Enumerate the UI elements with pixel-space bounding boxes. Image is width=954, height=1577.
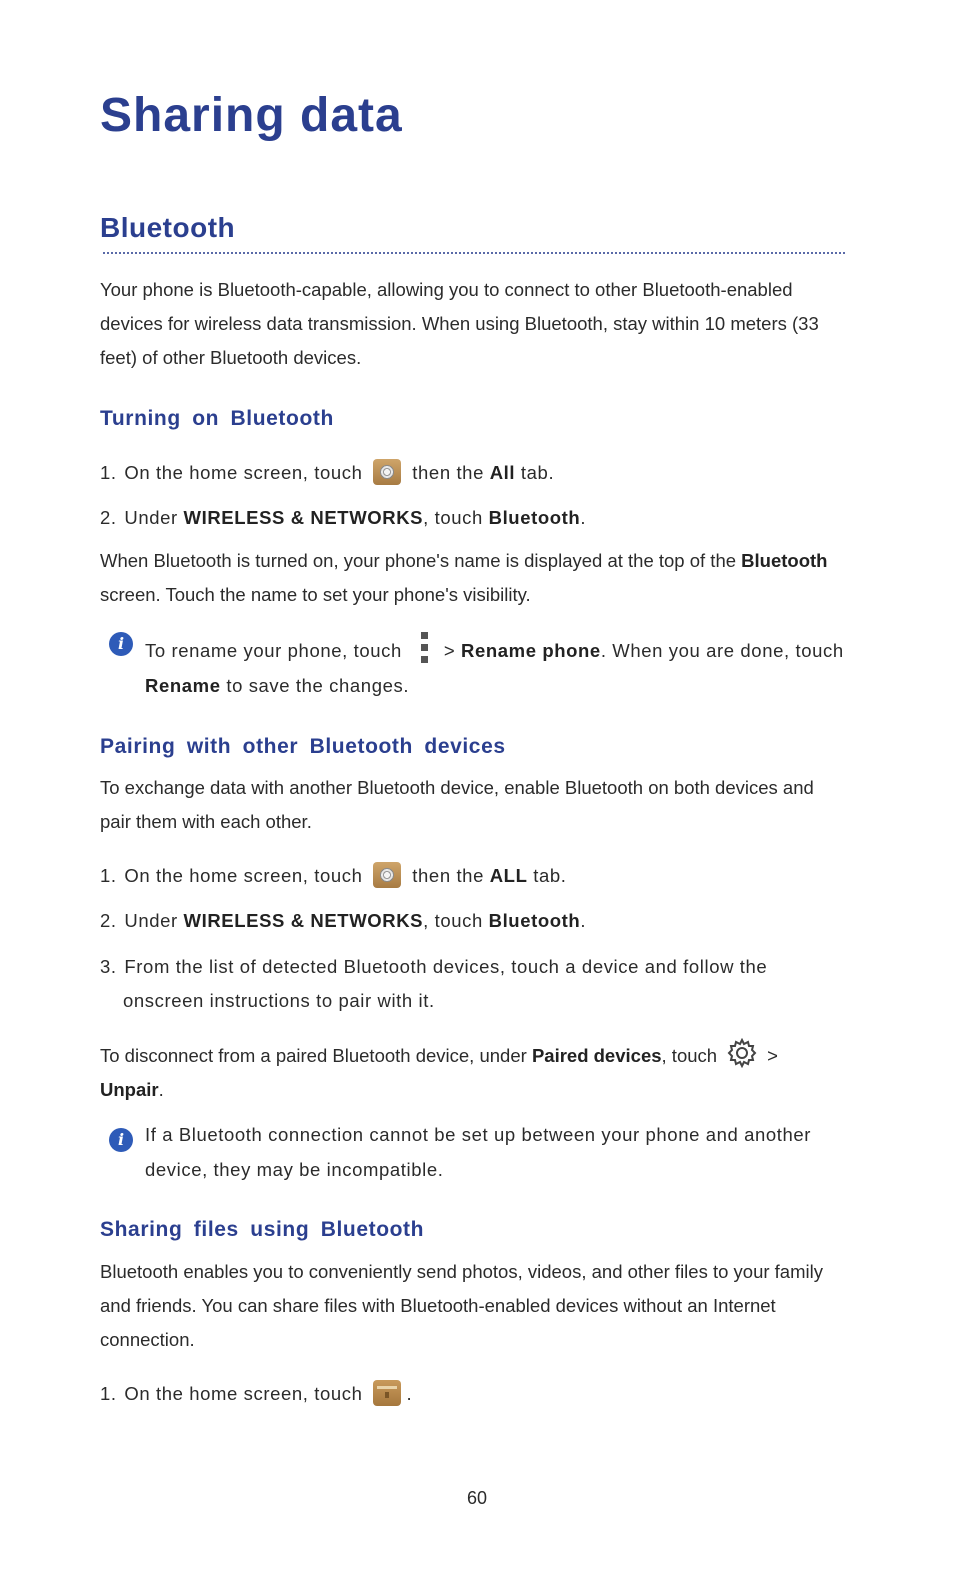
pairing-step-3: 3. From the list of detected Bluetooth devices, touch a device and follow the xyxy=(100,956,768,977)
pairing-step-1: 1. On the home screen, touch then the ALL tab. xyxy=(100,859,845,893)
settings-app-icon xyxy=(373,459,401,485)
settings-app-icon xyxy=(373,862,401,888)
sharing-intro: Bluetooth enables you to conveniently send photos, videos, and other files to your family and friends. You can share files with Bluetooth-enabled devices without an Internet connection. xyxy=(100,1261,823,1350)
turning-on-paragraph: When Bluetooth is turned on, your phone's name is displayed at the top of the Bluetooth screen. Touch the name to set your phone's visibility. xyxy=(100,550,828,605)
page-title: Sharing data xyxy=(100,89,403,142)
dotted-divider xyxy=(103,252,845,254)
gear-icon xyxy=(727,1038,757,1068)
subheading-pairing: Pairing with other Bluetooth devices xyxy=(100,735,506,758)
subheading-turning-on: Turning on Bluetooth xyxy=(100,407,334,430)
disconnect-paragraph: To disconnect from a paired Bluetooth device, under Paired devices, touch > Unpair. xyxy=(100,1039,845,1107)
subheading-sharing: Sharing files using Bluetooth xyxy=(100,1218,425,1241)
sharing-step-1: 1. On the home screen, touch . xyxy=(100,1377,845,1411)
turning-on-step-2: 2. Under WIRELESS & NETWORKS, touch Bluetooth. xyxy=(100,507,587,528)
rename-note: To rename your phone, touch > Rename phone. When you are done, touch Rename to save the changes. xyxy=(145,633,845,703)
pairing-intro: To exchange data with another Bluetooth device, enable Bluetooth on both devices and pair them with each other. xyxy=(100,777,814,832)
info-icon: i xyxy=(109,1128,133,1152)
file-manager-app-icon xyxy=(373,1380,401,1406)
page-number: 60 xyxy=(466,1488,488,1508)
section-heading-bluetooth: Bluetooth xyxy=(100,212,236,243)
info-icon: i xyxy=(109,632,133,656)
pairing-step-3-continued: onscreen instructions to pair with it. xyxy=(123,990,435,1011)
pairing-step-2: 2. Under WIRELESS & NETWORKS, touch Bluetooth. xyxy=(100,910,587,931)
turning-on-step-1: 1. On the home screen, touch then the All tab. xyxy=(100,456,845,490)
incompatible-note: If a Bluetooth connection cannot be set up between your phone and another device, they may be incompatible. xyxy=(145,1124,812,1180)
menu-dots-icon xyxy=(418,632,430,664)
bluetooth-intro: Your phone is Bluetooth-capable, allowing you to connect to other Bluetooth-enabled devices for wireless data transmission. When using Bluetooth, stay within 10 meters (33 feet) of other Bluetooth devices. xyxy=(100,279,819,368)
